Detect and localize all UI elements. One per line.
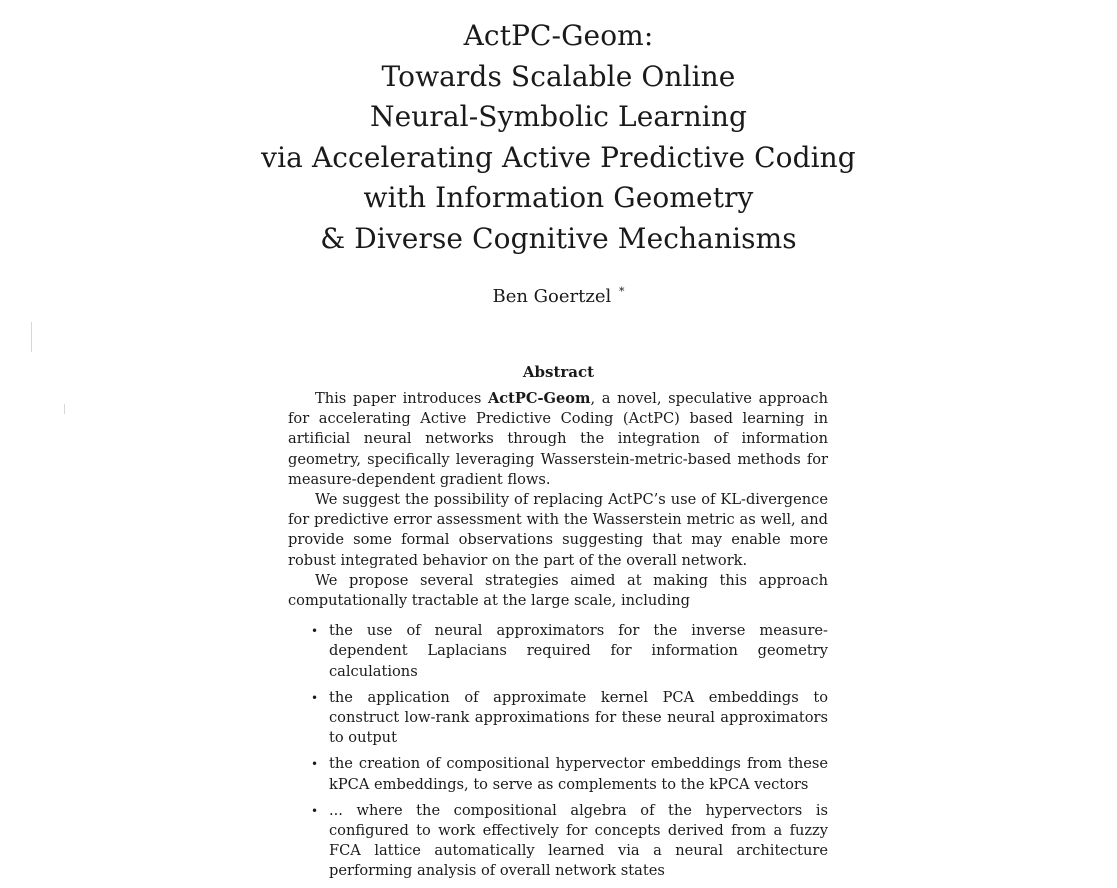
abstract-paragraph-2: We suggest the possibility of replacing ActPC’s use of KL-divergence for predictive error assessment with the Wasserstein metric as well, and provide some formal observations suggesting that may enable more robust integrated behavior on the part of the overall network.	[288, 491, 828, 569]
bullet-icon: •	[311, 803, 319, 818]
author-name: Ben Goertzel	[492, 286, 612, 307]
author-line	[0, 280, 1117, 309]
title-line: ActPC-Geom:	[463, 19, 654, 52]
bullet-icon: •	[311, 624, 319, 639]
abstract-body	[288, 389, 828, 888]
margin-scan-mark	[64, 404, 65, 414]
list-item-text: the application of approximate kernel PCA embeddings to construct low-rank approximations for these neural approximators to output	[329, 688, 828, 747]
list-item	[311, 688, 828, 749]
abstract-p1-prefix: This paper introduces	[315, 390, 488, 407]
list-item-text: the creation of compositional hypervector embeddings from these kPCA embeddings, to serve as complements to the kPCA vectors	[329, 755, 828, 793]
list-item-text: ... where the compositional algebra of the hypervectors is configured to work effectively for concepts derived from a fuzzy FCA lattice automatically learned via a neural architecture performing analysis of overall network states	[329, 801, 828, 880]
author-footnote-mark[interactable]: *	[619, 285, 625, 298]
title-line: Neural-Symbolic Learning	[369, 100, 747, 133]
abstract-paragraph-1	[288, 389, 828, 490]
abstract-heading: Abstract	[522, 363, 595, 381]
bullet-icon: •	[311, 757, 319, 772]
list-item	[311, 801, 828, 882]
title-line: Towards Scalable Online	[381, 59, 736, 93]
margin-scan-mark	[31, 322, 32, 352]
method-name: ActPC-Geom	[487, 390, 591, 407]
bullet-icon: •	[311, 690, 319, 705]
title-line: with Information Geometry	[363, 181, 754, 214]
abstract-paragraph-3: We propose several strategies aimed at making this approach computationally tractable at the large scale, including	[288, 571, 828, 610]
strategy-list	[288, 621, 828, 881]
title-line: via Accelerating Active Predictive Coding	[261, 140, 856, 174]
abstract-p1-suffix: , a novel, speculative approach for accelerating Active Predictive Coding (ActPC) based learning in artificial neural networks through the integration of information geometry, specifically leveraging Wasserstein-metric-based methods for measure-dependent gradient flows.	[288, 390, 829, 488]
paper-title	[0, 16, 1117, 259]
list-item	[311, 621, 828, 682]
title-line: & Diverse Cognitive Mechanisms	[320, 221, 797, 255]
list-item-text: the use of neural approximators for the inverse measure-dependent Laplacians required for information geometry calculations	[329, 622, 828, 680]
list-item	[311, 754, 828, 794]
